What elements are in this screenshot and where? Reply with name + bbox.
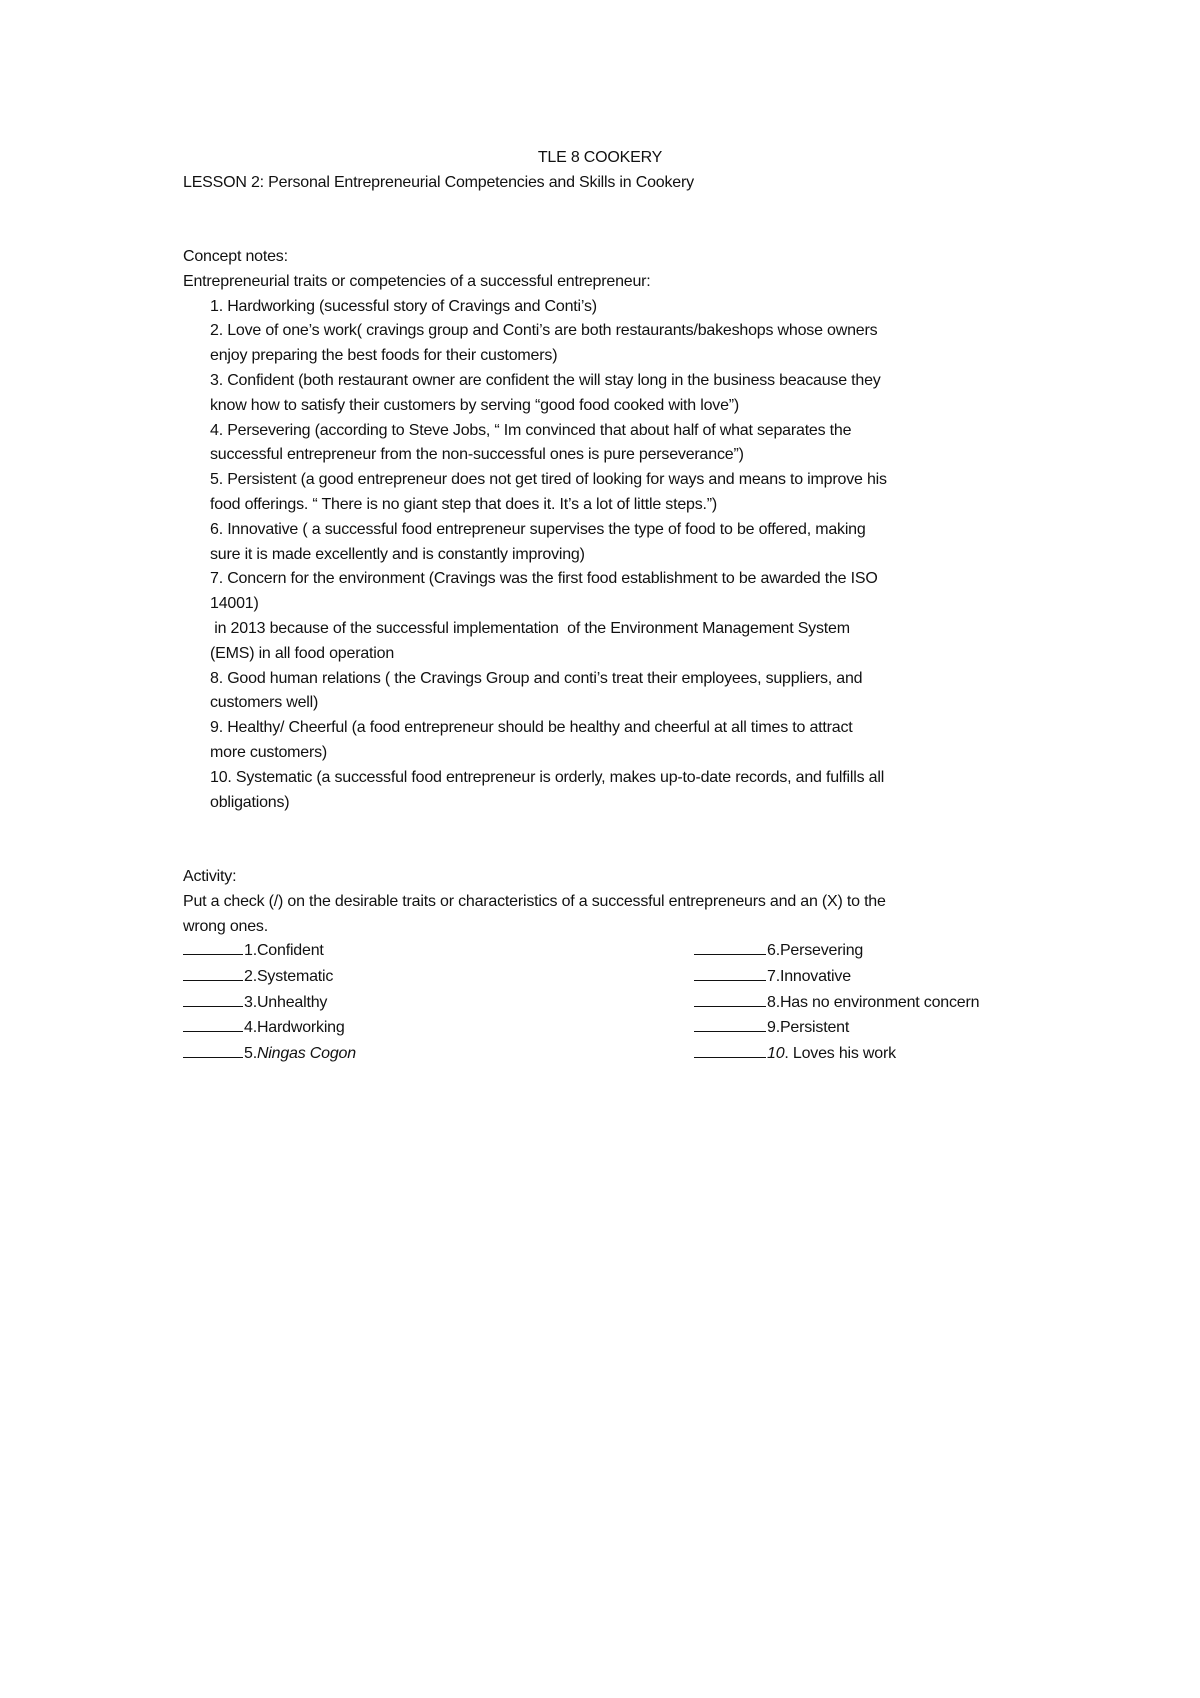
- answer-label: Systematic: [256, 967, 334, 985]
- answer-number: 7.: [767, 967, 780, 985]
- answer-blank[interactable]: [183, 990, 243, 1007]
- trait-line: successful entrepreneur from the non-successful ones is pure perseverance”): [210, 446, 744, 464]
- traits-list: [183, 295, 887, 816]
- answer-item[interactable]: [183, 1015, 356, 1041]
- concept-notes-section: [183, 245, 887, 815]
- answer-item[interactable]: [183, 964, 356, 990]
- trait-line: in 2013 because of the successful implementation of the Environment Management System: [210, 619, 850, 637]
- answer-label: Persistent: [779, 1019, 850, 1037]
- answer-blank[interactable]: [183, 938, 243, 955]
- answer-blank[interactable]: [694, 1015, 766, 1032]
- trait-line: enjoy preparing the best foods for their customers): [210, 347, 558, 365]
- trait-line: 3. Confident (both restaurant owner are confident the will stay long in the business beacause they: [210, 371, 881, 389]
- answer-number: 2.: [244, 967, 257, 985]
- answer-label: Innovative: [779, 967, 851, 985]
- trait-line: customers well): [210, 694, 319, 712]
- trait-line: food offerings. “ There is no giant step that does it. It’s a lot of little steps.”): [210, 495, 718, 513]
- answer-label: Hardworking: [256, 1019, 345, 1037]
- trait-line: 1. Hardworking (sucessful story of Cravings and Conti’s): [210, 297, 597, 315]
- answer-blank[interactable]: [694, 964, 766, 981]
- answer-label: Ningas Cogon: [256, 1045, 356, 1063]
- trait-line: more customers): [210, 743, 328, 761]
- document-title: TLE 8 COOKERY: [537, 149, 663, 166]
- activity-instructions: Put a check (/) on the desirable traits or characteristics of a successful entrepreneurs and an (X) to the: [183, 892, 886, 910]
- answer-blank[interactable]: [183, 1015, 243, 1032]
- answer-blank[interactable]: [183, 1041, 243, 1058]
- concept-heading: Concept notes:: [183, 248, 288, 265]
- answer-label: Confident: [256, 942, 324, 959]
- answer-item[interactable]: [694, 990, 979, 1016]
- trait-line: know how to satisfy their customers by serving “good food cooked with love”): [210, 396, 740, 414]
- answer-label: Persevering: [779, 942, 864, 959]
- trait-line: 4. Persevering (according to Steve Jobs, “ Im convinced that about half of what separates the: [210, 421, 852, 439]
- answer-label: Has no environment concern: [779, 993, 980, 1011]
- answer-number: 3.: [244, 993, 257, 1011]
- answer-number: 10: [767, 1045, 785, 1063]
- trait-line: 14001): [210, 595, 259, 613]
- answers-right-column: [694, 938, 979, 1067]
- trait-line: 2. Love of one’s work( cravings group and Conti’s are both restaurants/bakeshops whose owners: [210, 322, 878, 340]
- activity-instructions-cont: wrong ones.: [183, 917, 268, 935]
- answer-number: 5.: [244, 1045, 257, 1063]
- answer-number: 9.: [767, 1019, 780, 1037]
- trait-line: 8. Good human relations ( the Cravings Group and conti’s treat their employees, suppliers, and: [210, 669, 863, 687]
- answer-item[interactable]: [694, 964, 979, 990]
- trait-line: 6. Innovative ( a successful food entrepreneur supervises the type of food to be offered, making: [210, 520, 866, 538]
- traits-heading: Entrepreneurial traits or competencies of a successful entrepreneur:: [183, 272, 651, 290]
- answer-item[interactable]: [183, 1041, 356, 1067]
- answer-blank[interactable]: [694, 1041, 766, 1058]
- trait-line: 5. Persistent (a good entrepreneur does not get tired of looking for ways and means to improve his: [210, 471, 887, 489]
- activity-section: [183, 865, 886, 939]
- trait-line: (EMS) in all food operation: [210, 644, 395, 662]
- answer-label: Unhealthy: [256, 993, 328, 1011]
- trait-line: 7. Concern for the environment (Cravings was the first food establishment to be awarded the ISO: [210, 570, 878, 588]
- answer-item[interactable]: [183, 938, 356, 964]
- trait-line: sure it is made excellently and is constantly improving): [210, 545, 585, 563]
- answer-item[interactable]: [183, 990, 356, 1016]
- answer-number: 6.: [767, 942, 780, 959]
- answer-item[interactable]: [694, 1041, 979, 1067]
- trait-line: obligations): [210, 793, 290, 811]
- answer-blank[interactable]: [183, 964, 243, 981]
- answer-number: 1.: [244, 942, 257, 959]
- answer-number: 8.: [767, 993, 780, 1011]
- answer-blank[interactable]: [694, 990, 766, 1007]
- answer-label: . Loves his work: [784, 1045, 896, 1063]
- activity-heading: Activity:: [183, 868, 237, 885]
- answer-blank[interactable]: [694, 938, 766, 955]
- lesson-heading: LESSON 2: Personal Entrepreneurial Competencies and Skills in Cookery: [183, 174, 694, 191]
- answer-item[interactable]: [694, 1015, 979, 1041]
- trait-line: 9. Healthy/ Cheerful (a food entrepreneur should be healthy and cheerful at all times to attract: [210, 719, 853, 737]
- answer-number: 4.: [244, 1019, 257, 1037]
- answer-item[interactable]: [694, 938, 979, 964]
- trait-line: 10. Systematic (a successful food entrepreneur is orderly, makes up-to-date records, and fulfills all: [210, 768, 885, 786]
- answers-left-column: [183, 938, 356, 1067]
